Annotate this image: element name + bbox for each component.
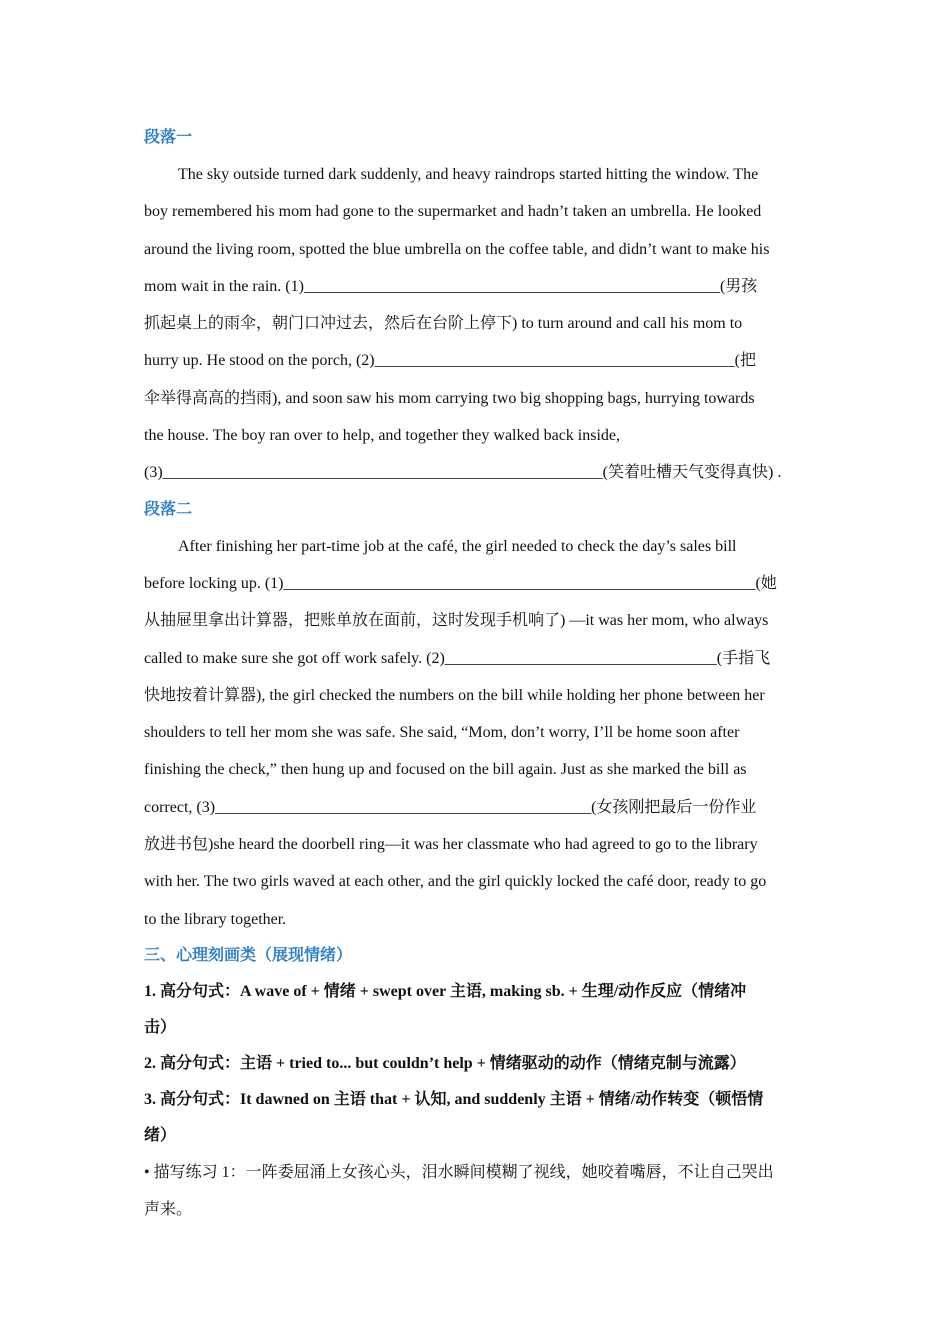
- blank-2-line[interactable]: hurry up. He stood on the porch, (2)_____________________________________________(把: [144, 352, 756, 370]
- sentence-pattern-2: 2. 高分句式：主语 + tried to... but couldn’t help + 情绪驱动的动作（情绪克制与流露）: [144, 1054, 746, 1072]
- paragraph-one-line: boy remembered his mom had gone to the supermarket and hadn’t taken an umbrella. He looked: [144, 203, 762, 221]
- paragraph-one-line: 伞举得高高的挡雨), and soon saw his mom carrying two big shopping bags, hurrying towards: [144, 389, 755, 407]
- paragraph-two-line: finishing the check,” then hung up and focused on the bill again. Just as she marked the bill as: [144, 761, 747, 779]
- paragraph-one-body: [144, 156, 806, 492]
- writing-exercise-1: • 描写练习 1：一阵委屈涌上女孩心头，泪水瞬间模糊了视线，她咬着嘴唇，不让自己哭出 声来。: [144, 1163, 774, 1218]
- sentence-pattern-3: 3. 高分句式：It dawned on 主语 that + 认知, and suddenly 主语 + 情绪/动作转变（顿悟情 绪）: [144, 1090, 764, 1144]
- blank-1-line[interactable]: mom wait in the rain. (1)____________________________________________________(男孩: [144, 277, 758, 295]
- blank-2-line[interactable]: called to make sure she got off work safely. (2)__________________________________(手指飞: [144, 649, 771, 667]
- blank-3-line[interactable]: (3)_______________________________________________________(笑着吐槽天气变得真快) .: [144, 464, 782, 482]
- paragraph-two-line: 放进书包)she heard the doorbell ring—it was her classmate who had agreed to go to the library: [144, 836, 758, 854]
- blank-3-line[interactable]: correct, (3)_______________________________________________(女孩刚把最后一份作业: [144, 798, 757, 816]
- blank-1-line[interactable]: before locking up. (1)___________________________________________________________(她: [144, 574, 777, 592]
- paragraph-two-line: shoulders to tell her mom she was safe. She said, “Mom, don’t worry, I’ll be home soon after: [144, 724, 740, 742]
- section-heading-psychology: 三、心理刻画类（展现情绪）: [144, 946, 353, 964]
- paragraph-two-line: with her. The two girls waved at each other, and the girl quickly locked the café door, ready to go: [144, 873, 767, 891]
- document-page: [144, 120, 806, 1228]
- paragraph-two-body: [144, 528, 806, 938]
- section-heading-paragraph-one: 段落一: [144, 129, 193, 146]
- paragraph-one-line: The sky outside turned dark suddenly, and heavy raindrops started hitting the window. The: [178, 166, 759, 183]
- paragraph-two-line: 快地按着计算器), the girl checked the numbers on the bill while holding her phone between her: [144, 686, 765, 704]
- section-heading-paragraph-two: 段落二: [144, 500, 193, 518]
- paragraph-one-line: the house. The boy ran over to help, and together they walked back inside,: [144, 427, 621, 445]
- paragraph-two-line: to the library together.: [144, 910, 287, 928]
- paragraph-one-line: around the living room, spotted the blue umbrella on the coffee table, and didn’t want to make his: [144, 240, 770, 258]
- paragraph-two-line: 从抽屉里拿出计算器，把账单放在面前，这时发现手机响了) —it was her mom, who always: [144, 612, 769, 630]
- paragraph-two-line: After finishing her part-time job at the café, the girl needed to check the day’s sales bill: [178, 537, 737, 555]
- paragraph-one-line: 抓起桌上的雨伞，朝门口冲过去，然后在台阶上停下) to turn around and call his mom to: [144, 315, 743, 333]
- sentence-pattern-1: 1. 高分句式：A wave of + 情绪 + swept over 主语, making sb. + 生理/动作反应（情绪冲 击）: [144, 982, 747, 1036]
